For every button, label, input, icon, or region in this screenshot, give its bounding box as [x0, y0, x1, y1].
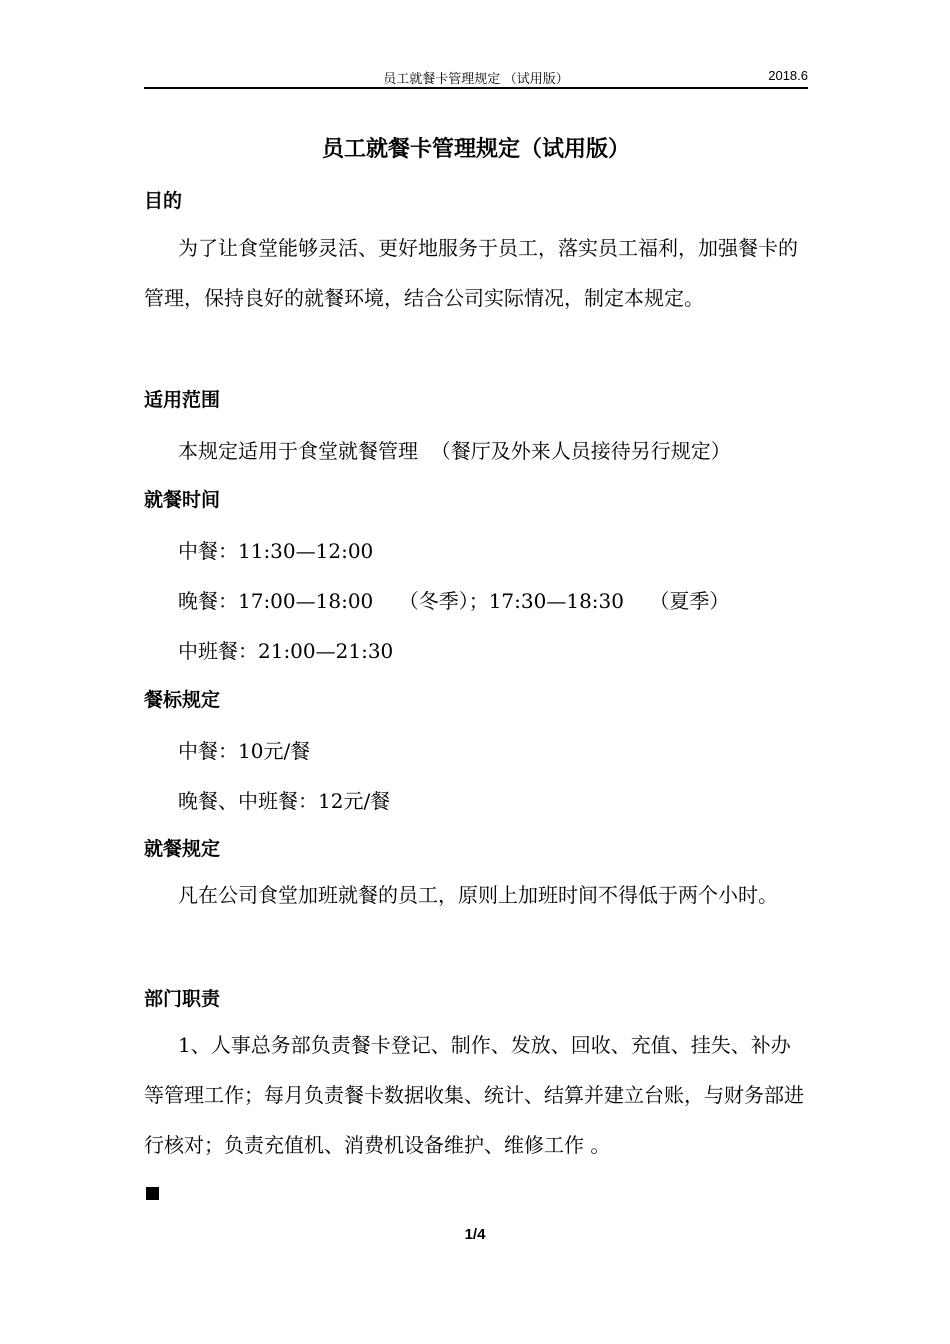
meal-time-dinner: 晚餐：17:00—18:00 （冬季）；17:30—18:30 （夏季）: [178, 589, 730, 613]
page-number: 1/4: [464, 1226, 486, 1243]
header-title: 员工就餐卡管理规定 （试用版）: [383, 71, 569, 86]
header-divider: [144, 87, 808, 89]
header-date: 2018.6: [768, 68, 808, 83]
heading-meal-times: 就餐时间: [144, 489, 221, 511]
heading-dining-rules: 就餐规定: [144, 838, 221, 860]
heading-meal-standard: 餐标规定: [144, 689, 221, 711]
meal-standard-lunch: 中餐：10元/餐: [178, 739, 311, 763]
document-title: 员工就餐卡管理规定（试用版）: [321, 137, 630, 162]
bullet-marker: [146, 1187, 159, 1200]
responsibilities-item-1: 1、人事总务部负责餐卡登记、制作、发放、回收、充值、挂失、补办等管理工作；每月负责餐卡数据收集、统计、结算并建立台账，与财务部进行核对；负责充值机、消费机设备维护、维修工作 。: [144, 1033, 804, 1157]
page-header: [144, 66, 808, 88]
meal-time-lunch: 中餐：11:30—12:00: [178, 539, 374, 563]
purpose-paragraph: 为了让食堂能够灵活、更好地服务于员工，落实员工福利，加强餐卡的管理，保持良好的就餐环境，结合公司实际情况，制定本规定。: [144, 236, 798, 310]
meal-time-mid-shift: 中班餐：21:00—21:30: [178, 639, 394, 663]
heading-scope: 适用范围: [144, 389, 221, 411]
heading-purpose: 目的: [144, 190, 183, 212]
meal-standard-dinner: 晚餐、中班餐：12元/餐: [178, 789, 391, 813]
dining-rules-paragraph: 凡在公司食堂加班就餐的员工，原则上加班时间不得低于两个小时。: [178, 883, 778, 907]
scope-text: 本规定适用于食堂就餐管理 （餐厅及外来人员接待另行规定）: [178, 439, 731, 463]
heading-responsibilities: 部门职责: [144, 988, 221, 1010]
